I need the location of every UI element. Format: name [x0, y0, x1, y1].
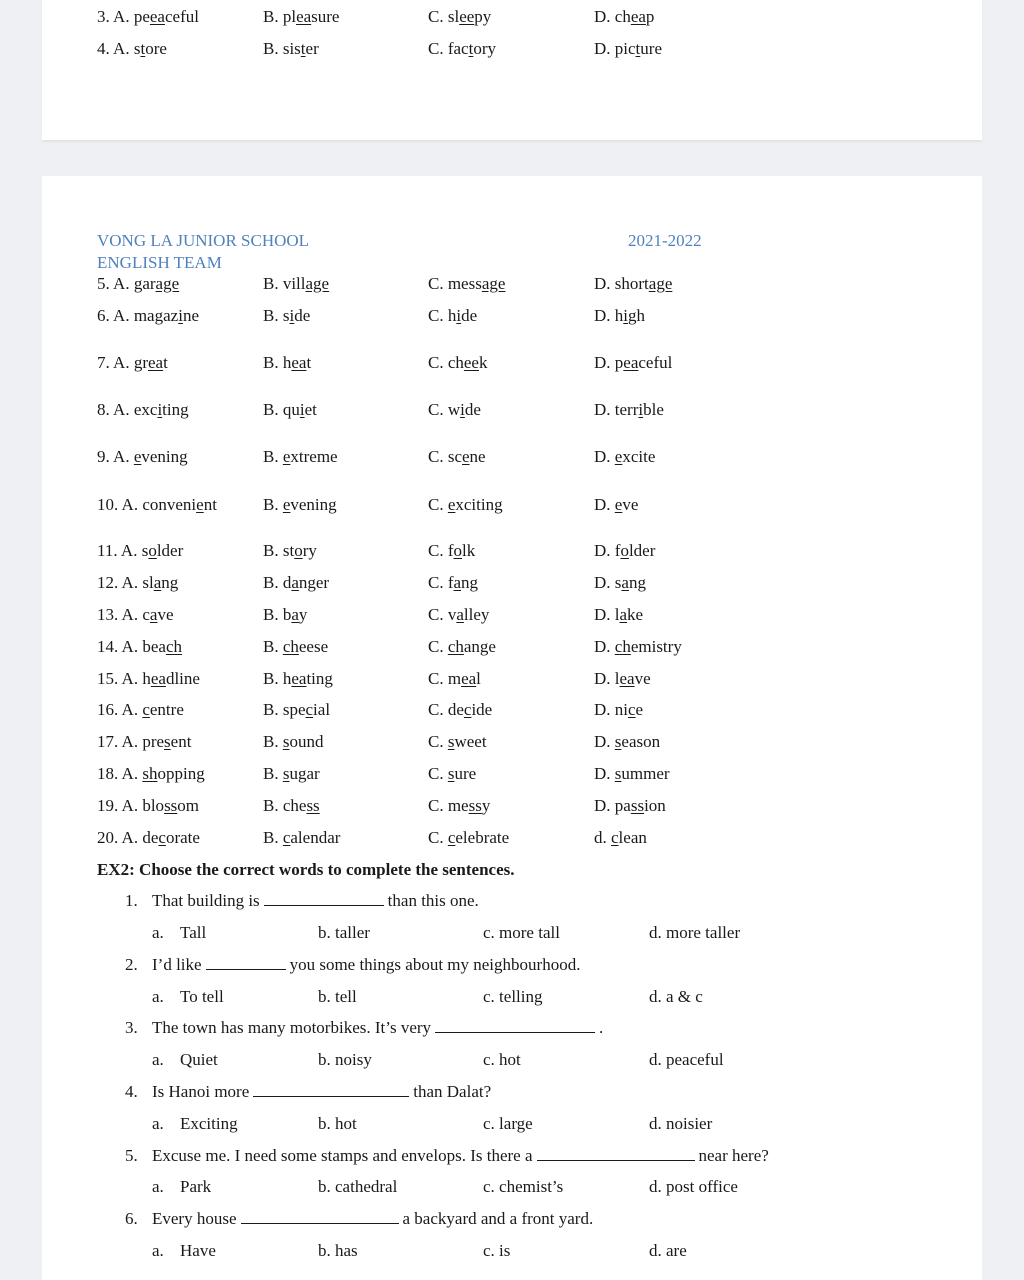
- option-a: 6. A. magazine: [97, 306, 199, 325]
- underlined-sound: ea: [149, 7, 165, 26]
- underlined-sound: s: [447, 732, 455, 751]
- answer-options: [152, 921, 972, 945]
- underlined-sound: e: [462, 447, 470, 466]
- underlined-sound: e: [282, 495, 291, 514]
- option-c: C. cheek: [428, 353, 488, 372]
- underlined-sound: ee: [459, 7, 475, 26]
- underlined-sound: i: [289, 306, 295, 325]
- question-row: [97, 37, 977, 61]
- question-row: [97, 398, 977, 422]
- answer-option: c. more tall: [483, 923, 560, 942]
- option-d: D. picture: [594, 39, 662, 58]
- underlined-sound: t: [140, 39, 146, 58]
- question-row: [97, 698, 977, 722]
- underlined-sound: ss: [630, 796, 645, 815]
- answer-option: a. Exciting: [152, 1114, 238, 1133]
- answer-option: a. Quiet: [152, 1050, 218, 1069]
- underlined-sound: o: [294, 541, 303, 560]
- option-d: D. folder: [594, 541, 656, 560]
- answer-options: [152, 985, 972, 1009]
- underlined-sound: e: [447, 495, 456, 514]
- question-text: The town has many motorbikes. It’s very .: [152, 1018, 604, 1037]
- option-a: 11. A. solder: [97, 541, 184, 560]
- option-c: C. meal: [428, 669, 481, 688]
- question-number: 5.: [125, 1146, 138, 1165]
- option-a: 12. A. slang: [97, 573, 179, 592]
- answer-options: [152, 1175, 972, 1199]
- option-c: C. wide: [428, 400, 481, 419]
- underlined-sound: a: [619, 605, 628, 624]
- underlined-sound: a: [453, 573, 462, 592]
- answer-option: d. are: [649, 1241, 687, 1260]
- option-b: B. story: [263, 541, 317, 560]
- option-a: 17. A. present: [97, 732, 192, 751]
- option-d: D. chemistry: [594, 637, 682, 656]
- answer-option: c. chemist’s: [483, 1177, 564, 1196]
- underlined-sound: s: [447, 764, 455, 783]
- underlined-sound: s: [282, 732, 290, 751]
- underlined-sound: age: [305, 274, 330, 293]
- question-text: That building is than this one.: [152, 891, 479, 910]
- underlined-sound: ss: [468, 796, 482, 815]
- option-b: B. sugar: [263, 764, 320, 783]
- underlined-sound: s: [614, 732, 622, 751]
- underlined-sound: e: [614, 495, 623, 514]
- answer-option: c. large: [483, 1114, 533, 1133]
- option-a: 16. A. centre: [97, 700, 184, 719]
- option-d: D. lake: [594, 605, 644, 624]
- underlined-sound: o: [453, 541, 462, 560]
- option-d: d. clean: [594, 828, 647, 847]
- answer-blank: [253, 1080, 409, 1097]
- underlined-sound: ee: [463, 353, 479, 372]
- option-b: B. quiet: [263, 400, 317, 419]
- option-d: D. sang: [594, 573, 646, 592]
- answer-option: b. tell: [318, 987, 357, 1006]
- question-row: [97, 635, 977, 659]
- underlined-sound: s: [614, 764, 622, 783]
- option-c: C. exciting: [428, 495, 503, 514]
- option-c: C. factory: [428, 39, 496, 58]
- question-row: [97, 667, 977, 691]
- underlined-sound: a: [621, 573, 629, 592]
- answer-option: c. is: [483, 1241, 511, 1260]
- underlined-sound: t: [635, 39, 641, 58]
- option-a: 20. A. decorate: [97, 828, 200, 847]
- underlined-sound: ea: [623, 353, 639, 372]
- underlined-sound: ea: [619, 669, 635, 688]
- question-number: 3.: [125, 1018, 138, 1037]
- question-row: [97, 351, 977, 375]
- underlined-sound: i: [178, 306, 183, 325]
- underlined-sound: c: [463, 700, 472, 719]
- option-d: D. terrible: [594, 400, 664, 419]
- answer-option: b. hot: [318, 1114, 357, 1133]
- underlined-sound: s: [164, 732, 171, 751]
- option-b: B. special: [263, 700, 331, 719]
- exercise-2-title: EX2: Choose the correct words to complete the sentences.: [97, 860, 515, 879]
- answer-option: d. peaceful: [649, 1050, 724, 1069]
- option-b: B. bay: [263, 605, 308, 624]
- underlined-sound: i: [456, 306, 462, 325]
- underlined-sound: ch: [165, 637, 182, 656]
- option-d: D. summer: [594, 764, 670, 783]
- underlined-sound: c: [282, 828, 291, 847]
- underlined-sound: e: [196, 495, 204, 514]
- underlined-sound: e: [614, 447, 623, 466]
- underlined-sound: a: [153, 573, 162, 592]
- question-row: [97, 304, 977, 328]
- answer-option: d. noisier: [649, 1114, 713, 1133]
- question-row: [97, 539, 977, 563]
- option-b: B. danger: [263, 573, 330, 592]
- option-b: B. heating: [263, 669, 333, 688]
- underlined-sound: t: [468, 39, 474, 58]
- answer-option: b. has: [318, 1241, 358, 1260]
- underlined-sound: c: [611, 828, 619, 847]
- question-row: [97, 5, 977, 29]
- answer-option: b. cathedral: [318, 1177, 398, 1196]
- question-text: Every house a backyard and a front yard.: [152, 1209, 594, 1228]
- team-name: ENGLISH TEAM: [97, 253, 222, 272]
- option-a: 4. A. store: [97, 39, 167, 58]
- underlined-sound: o: [620, 541, 629, 560]
- underlined-sound: i: [299, 400, 305, 419]
- option-b: B. sister: [263, 39, 319, 58]
- option-c: C. valley: [428, 605, 490, 624]
- option-a: 8. A. exciting: [97, 400, 189, 419]
- option-c: C. celebrate: [428, 828, 510, 847]
- option-d: D. leave: [594, 669, 651, 688]
- option-a: 9. A. evening: [97, 447, 188, 466]
- option-c: C. sure: [428, 764, 477, 783]
- underlined-sound: ss: [306, 796, 320, 815]
- underlined-sound: age: [648, 274, 673, 293]
- underlined-sound: sh: [142, 764, 158, 783]
- option-c: C. decide: [428, 700, 493, 719]
- option-c: C. fang: [428, 573, 479, 592]
- answer-blank: [241, 1207, 399, 1224]
- underlined-sound: ea: [296, 7, 312, 26]
- underlined-sound: a: [149, 605, 158, 624]
- school-year: 2021-2022: [628, 231, 702, 250]
- option-d: D. season: [594, 732, 661, 751]
- underlined-sound: ch: [282, 637, 299, 656]
- option-d: D. excite: [594, 447, 656, 466]
- option-c: C. scene: [428, 447, 486, 466]
- answer-option: c. hot: [483, 1050, 521, 1069]
- underlined-sound: c: [142, 700, 150, 719]
- option-b: B. chess: [263, 796, 320, 815]
- option-d: D. shortage: [594, 274, 673, 293]
- answer-blank: [435, 1016, 595, 1033]
- answer-blank: [537, 1144, 695, 1161]
- option-d: D. cheap: [594, 7, 655, 26]
- answer-blank: [206, 953, 286, 970]
- underlined-sound: s: [282, 764, 290, 783]
- underlined-sound: i: [638, 400, 644, 419]
- option-b: B. heat: [263, 353, 312, 372]
- underlined-sound: ea: [291, 669, 307, 688]
- underlined-sound: ea: [630, 7, 646, 26]
- underlined-sound: age: [155, 274, 180, 293]
- option-b: B. side: [263, 306, 311, 325]
- answer-options: [152, 1048, 972, 1072]
- underlined-sound: c: [628, 700, 636, 719]
- underlined-sound: a: [291, 573, 299, 592]
- underlined-sound: a: [456, 605, 464, 624]
- underlined-sound: a: [291, 605, 299, 624]
- answer-option: d. more taller: [649, 923, 741, 942]
- question-row: [97, 730, 977, 754]
- underlined-sound: ea: [150, 669, 166, 688]
- answer-option: a. To tell: [152, 987, 224, 1006]
- option-a: 13. A. cave: [97, 605, 174, 624]
- question-row: [97, 493, 977, 517]
- option-a: 14. A. beach: [97, 637, 182, 656]
- option-a: 5. A. garage: [97, 274, 180, 293]
- option-d: D. peaceful: [594, 353, 673, 372]
- option-a: 18. A. shopping: [97, 764, 205, 783]
- option-b: B. calendar: [263, 828, 341, 847]
- answer-option: a. Park: [152, 1177, 212, 1196]
- underlined-sound: o: [148, 541, 157, 560]
- option-b: B. sound: [263, 732, 324, 751]
- question-row: [97, 794, 977, 818]
- answer-option: d. a & c: [649, 987, 703, 1006]
- underlined-sound: ss: [164, 796, 178, 815]
- answer-option: a. Tall: [152, 923, 207, 942]
- option-d: D. passion: [594, 796, 666, 815]
- question-row: [97, 762, 977, 786]
- answer-option: d. post office: [649, 1177, 738, 1196]
- underlined-sound: c: [158, 828, 166, 847]
- question-number: 4.: [125, 1082, 138, 1101]
- option-c: C. messy: [428, 796, 491, 815]
- question-number: 6.: [125, 1209, 138, 1228]
- option-a: 10. A. convenient: [97, 495, 217, 514]
- option-d: D. eve: [594, 495, 639, 514]
- underlined-sound: age: [481, 274, 506, 293]
- option-b: B. extreme: [263, 447, 338, 466]
- option-a: 15. A. headline: [97, 669, 200, 688]
- option-c: C. change: [428, 637, 496, 656]
- question-number: 1.: [125, 891, 138, 910]
- option-c: C. sweet: [428, 732, 487, 751]
- question-row: [97, 826, 977, 850]
- underlined-sound: ch: [614, 637, 631, 656]
- option-b: B. pleasure: [263, 7, 340, 26]
- underlined-sound: t: [300, 39, 306, 58]
- underlined-sound: c: [447, 828, 456, 847]
- question-row: [97, 272, 977, 296]
- answer-blank: [264, 889, 384, 906]
- option-c: C. hide: [428, 306, 478, 325]
- answer-option: b. taller: [318, 923, 370, 942]
- underlined-sound: i: [157, 400, 163, 419]
- option-a: 7. A. great: [97, 353, 168, 372]
- option-c: C. sleepy: [428, 7, 492, 26]
- underlined-sound: c: [305, 700, 314, 719]
- option-a: 3. A. peeaceful: [97, 7, 199, 26]
- underlined-sound: i: [623, 306, 629, 325]
- underlined-sound: i: [460, 400, 465, 419]
- underlined-sound: ea: [148, 353, 164, 372]
- answer-option: c. telling: [483, 987, 543, 1006]
- option-b: B. village: [263, 274, 330, 293]
- underlined-sound: e: [133, 447, 142, 466]
- option-c: C. folk: [428, 541, 476, 560]
- option-b: B. cheese: [263, 637, 329, 656]
- school-name: VONG LA JUNIOR SCHOOL: [97, 231, 310, 250]
- answer-options: [152, 1239, 972, 1263]
- option-d: D. nice: [594, 700, 644, 719]
- underlined-sound: ea: [461, 669, 477, 688]
- question-text: I’d like you some things about my neighbourhood.: [152, 955, 581, 974]
- question-text: Excuse me. I need some stamps and envelops. Is there a near here?: [152, 1146, 769, 1165]
- underlined-sound: ea: [291, 353, 307, 372]
- question-number: 2.: [125, 955, 138, 974]
- option-b: B. evening: [263, 495, 337, 514]
- question-row: [97, 603, 977, 627]
- underlined-sound: e: [282, 447, 291, 466]
- question-row: [97, 571, 977, 595]
- option-a: 19. A. blossom: [97, 796, 200, 815]
- answer-options: [152, 1112, 972, 1136]
- option-d: D. high: [594, 306, 646, 325]
- question-text: Is Hanoi more than Dalat?: [152, 1082, 492, 1101]
- option-c: C. message: [428, 274, 506, 293]
- underlined-sound: ch: [447, 637, 464, 656]
- answer-option: a. Have: [152, 1241, 216, 1260]
- answer-option: b. noisy: [318, 1050, 372, 1069]
- question-row: [97, 445, 977, 469]
